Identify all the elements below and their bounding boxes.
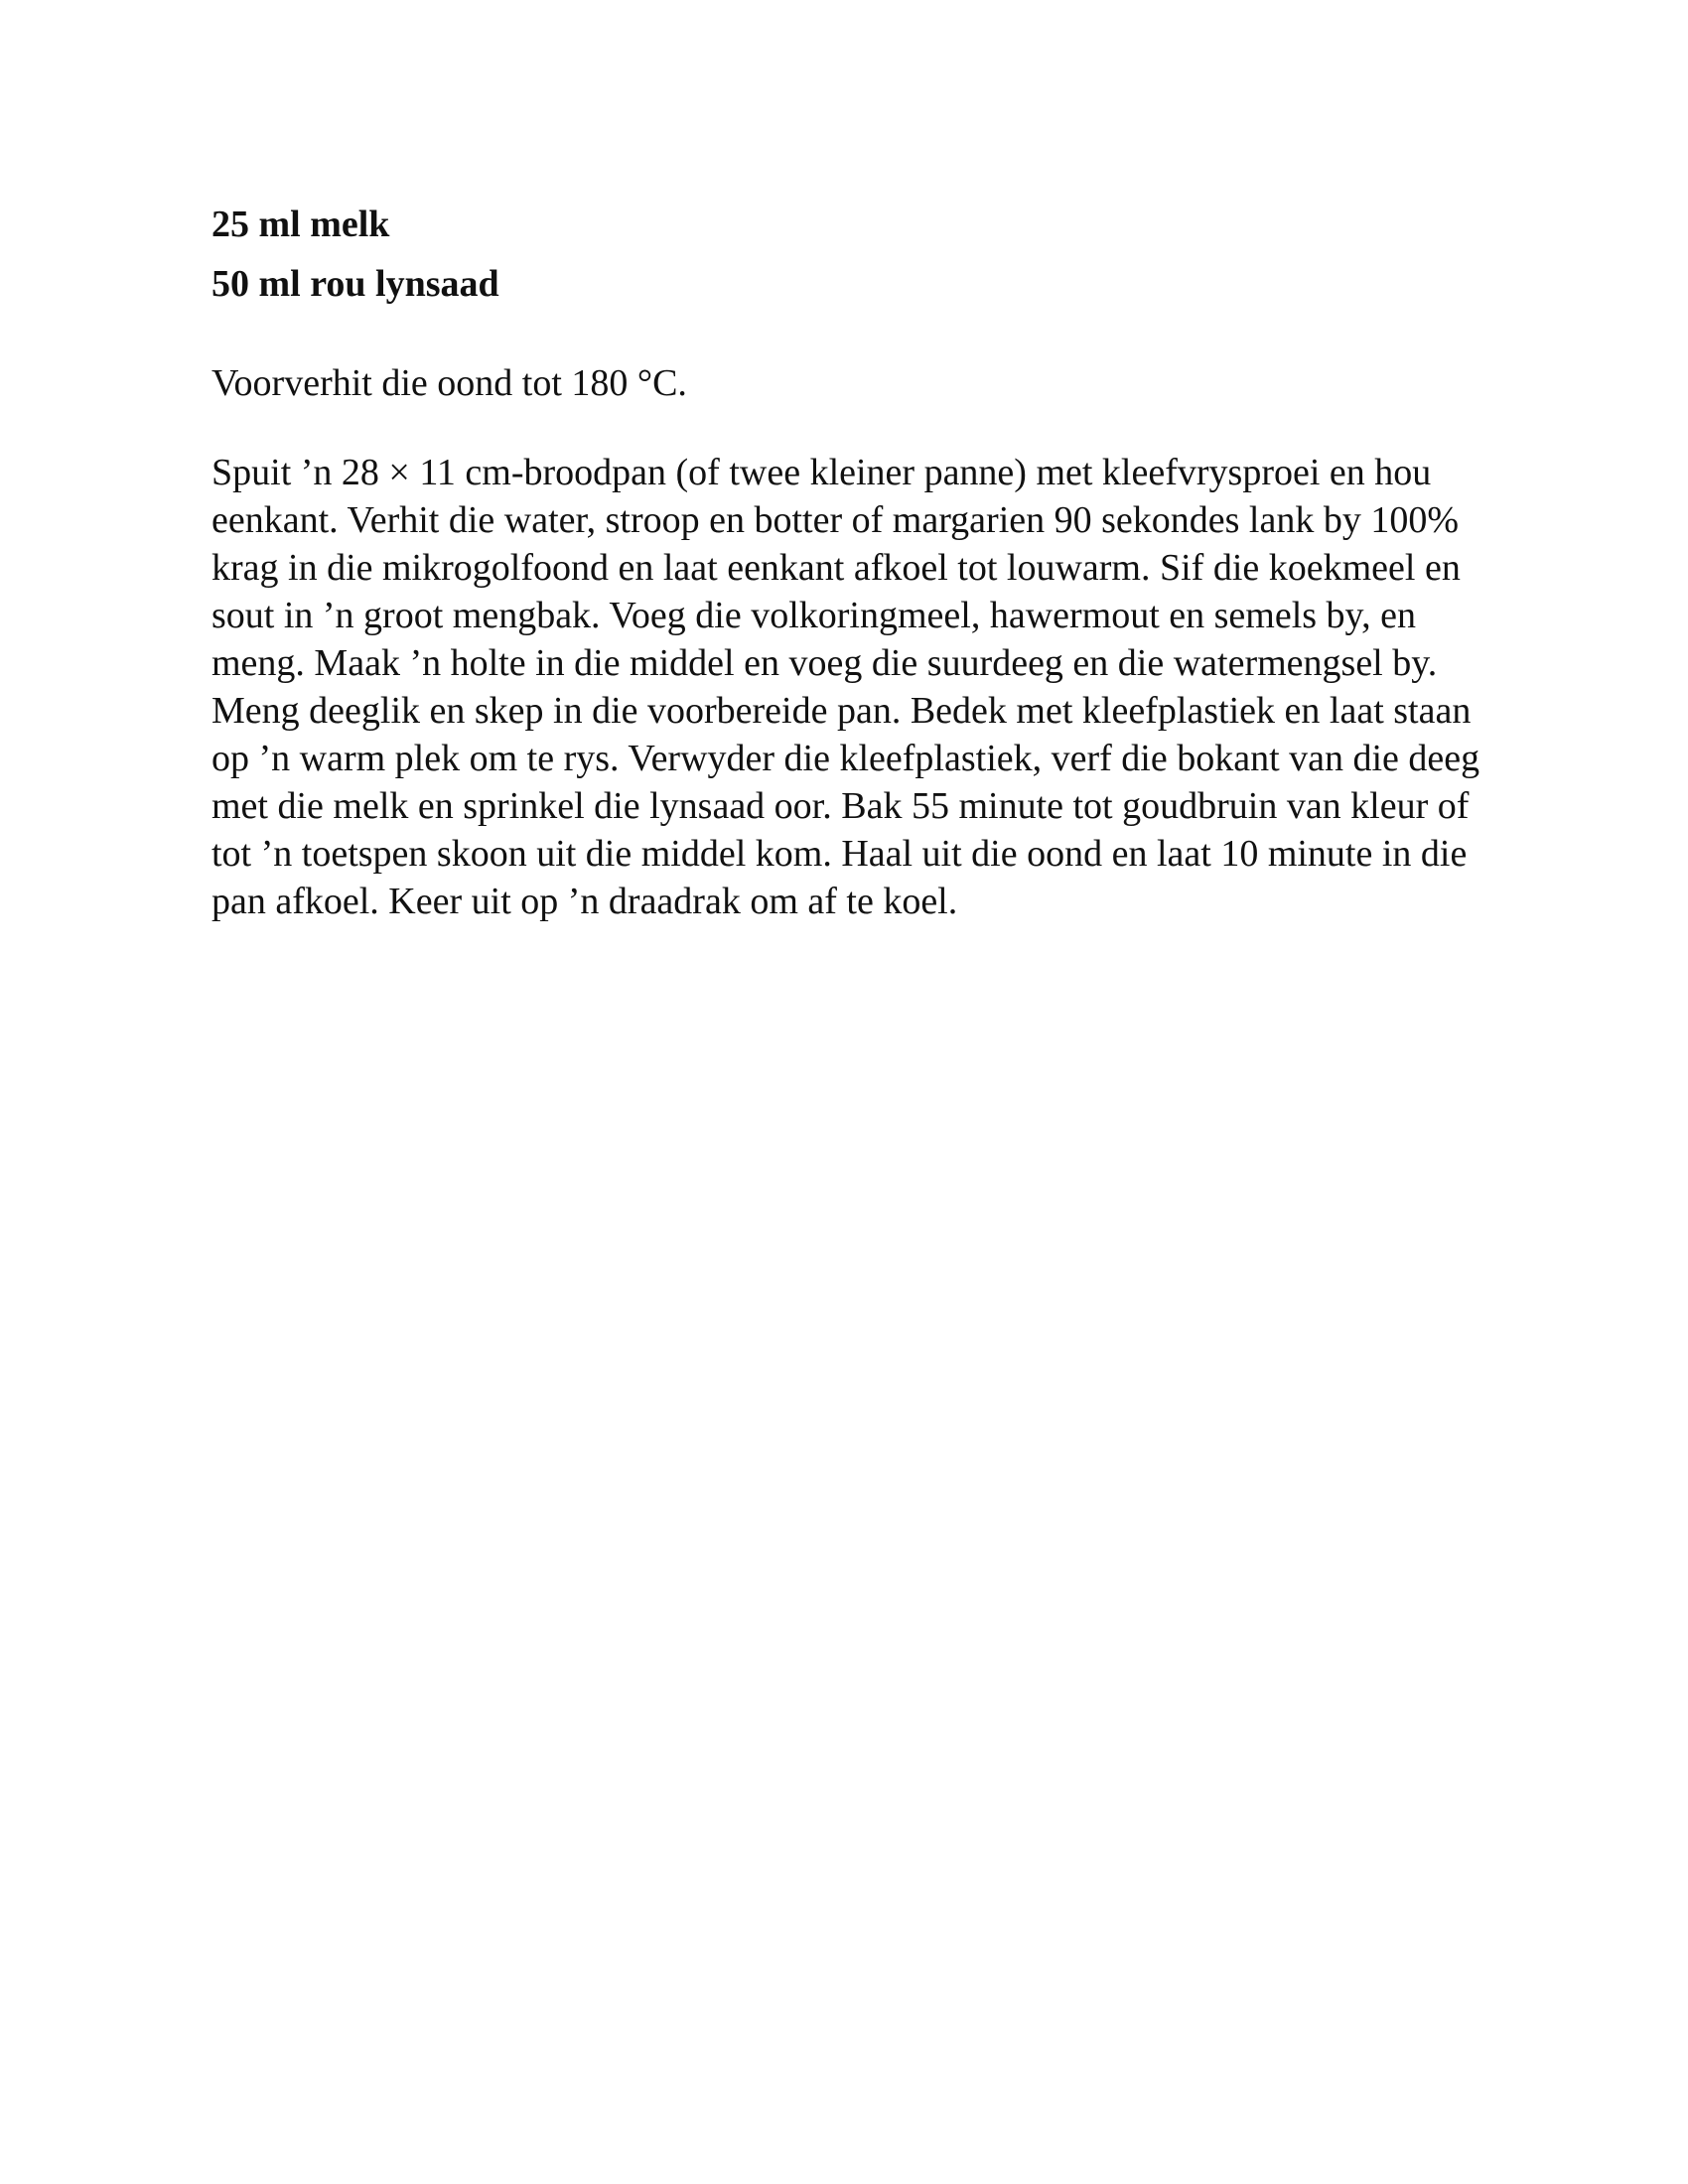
- ingredient-line: 50 ml rou lynsaad: [211, 263, 499, 305]
- ingredient-line: 25 ml melk: [211, 204, 390, 245]
- instruction-preheat: Voorverhit die oond tot 180 °C.: [211, 362, 687, 404]
- instruction-method: Spuit ’n 28 × 11 cm-broodpan (of twee kleiner panne) met kleefvrysproei en hou eenkant. Verhit die water, stroop en botter of margarien 90 sekondes lank by 100% krag in die mikrogolfoond en laat eenkant afkoel tot louwarm. Sif die koekmeel en sout in ’n groot mengbak. Voeg die volkoringmeel, hawermout en semels by, en meng. Maak ’n holte in die middel en voeg die suurdeeg en die watermengsel by. Meng deeglik en skep in die voorbereide pan. Bedek met kleefplastiek en laat staan op ’n warm plek om te rys. Verwyder die kleefplastiek, verf die bokant van die deeg met die melk en sprinkel die lynsaad oor. Bak 55 minute tot goudbruin van kleur of tot ’n toetspen skoon uit die middel kom. Haal uit die oond en laat 10 minute in die pan afkoel. Keer uit op ’n draadrak om af te koel.: [211, 452, 1480, 922]
- ingredient-list: [211, 195, 1502, 314]
- recipe-content: [211, 195, 1502, 966]
